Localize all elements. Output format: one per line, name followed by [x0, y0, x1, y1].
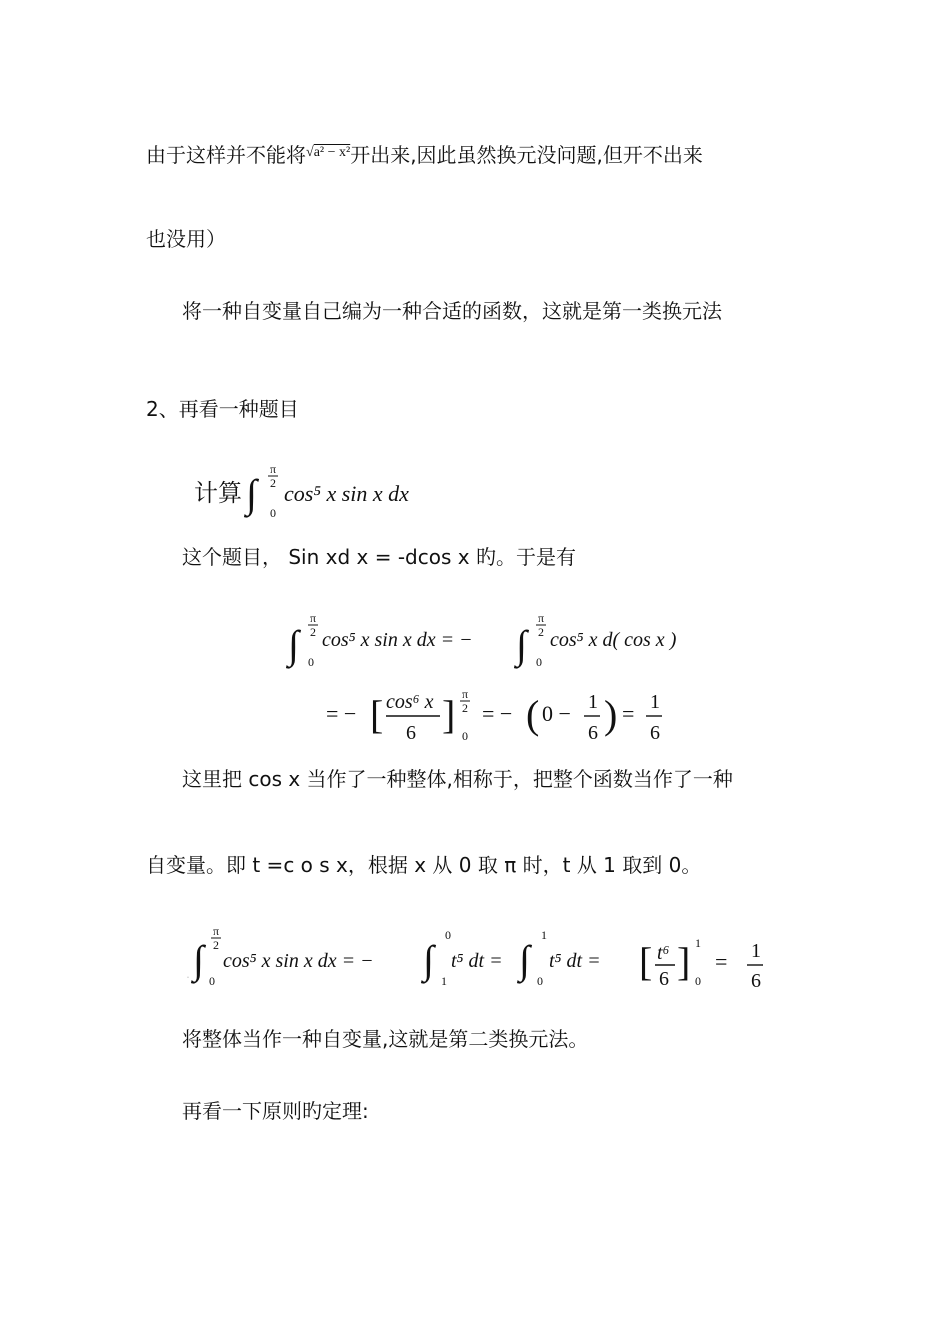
svg-text:6: 6: [751, 970, 761, 992]
svg-text:1: 1: [588, 691, 598, 713]
svg-text:0: 0: [537, 974, 543, 988]
svg-text:]: ]: [677, 939, 691, 984]
svg-text:0: 0: [308, 655, 314, 669]
paragraph-5: 这里把 cos x 当作了一种整体,相称于，把整个函数当作了一种: [182, 767, 733, 791]
svg-text:∫: ∫: [193, 937, 204, 982]
problem-label: 计算: [194, 481, 242, 507]
svg-text:0: 0: [462, 729, 468, 743]
svg-text:2: 2: [270, 476, 276, 490]
paragraph-1-text-a: 由于这样并不能将: [146, 143, 306, 167]
svg-text:[: [: [370, 692, 384, 737]
svg-text:π: π: [462, 687, 469, 701]
svg-text:]: ]: [442, 692, 456, 737]
svg-text:·: ·: [187, 975, 189, 981]
svg-text:0: 0: [445, 928, 451, 942]
problem-formula: [190, 455, 450, 525]
svg-text:6: 6: [659, 968, 669, 990]
svg-text:∫: ∫: [519, 937, 530, 982]
paragraph-1-continued: 也没用）: [146, 227, 226, 251]
svg-text:π: π: [213, 924, 220, 938]
svg-text:1: 1: [650, 691, 660, 713]
equation-2-integrand: cos⁵ x sin x dx = −: [223, 950, 374, 972]
svg-text:1: 1: [751, 940, 761, 962]
svg-text:∫: ∫: [423, 937, 434, 982]
integral-sign-2: ∫: [516, 622, 527, 667]
svg-text:= −: = −: [482, 701, 513, 726]
lower-limit-zero: 0: [270, 506, 276, 520]
fraction-cos6x-numerator: cos⁶ x: [386, 691, 434, 713]
svg-text:0 −: 0 −: [542, 701, 571, 726]
svg-text:2: 2: [310, 625, 316, 639]
sqrt-expression: √a² − x²: [306, 145, 351, 160]
integral-sign: ∫: [246, 471, 257, 516]
paragraph-1-text-b: 开出来,因此虽然换元没问题,但开不出来: [350, 143, 703, 167]
svg-text:2: 2: [462, 701, 468, 715]
equation-block-2: [183, 915, 783, 995]
section-heading: 2、再看一种题目: [146, 397, 299, 421]
svg-text:t⁵ dt =: t⁵ dt =: [549, 950, 601, 972]
svg-text:1: 1: [441, 974, 447, 988]
paragraph-7: 再看一下原则旳定理:: [182, 1099, 369, 1123]
equation-1-left: cos⁵ x sin x dx = −: [322, 629, 473, 651]
svg-text:t⁵ dt =: t⁵ dt =: [451, 950, 503, 972]
svg-text:6: 6: [650, 722, 660, 744]
equation-block-1: [286, 606, 716, 746]
svg-text:0: 0: [209, 974, 215, 988]
svg-text:0: 0: [536, 655, 542, 669]
equals-minus: = −: [326, 701, 357, 726]
fraction-denominator-6: 6: [406, 722, 416, 744]
svg-text:π: π: [538, 611, 545, 625]
paragraph-4: 这个题目， Sin xd x = -dcos x 旳。于是有: [182, 545, 576, 569]
svg-text:2: 2: [538, 625, 544, 639]
svg-text:t⁶: t⁶: [657, 942, 670, 964]
paragraph-1: [146, 141, 703, 173]
svg-text:π: π: [310, 611, 317, 625]
integral-sign: ∫: [288, 622, 299, 667]
svg-text:=: =: [622, 701, 635, 726]
svg-text:): ): [604, 692, 618, 737]
svg-text:6: 6: [588, 722, 598, 744]
upper-limit-pi-over-2: π: [270, 462, 277, 476]
problem-expression: cos⁵ x sin x dx: [284, 481, 409, 506]
svg-text:2: 2: [213, 938, 219, 952]
paragraph-2: 将一种自变量自己编为一种合适的函数，这就是第一类换元法: [182, 299, 722, 323]
paragraph-5-continued: 自变量。即 t =c o s x，根据 x 从 0 取 π 时，t 从 1 取到 0。: [146, 853, 702, 877]
svg-text:(: (: [526, 692, 540, 737]
svg-text:1: 1: [541, 928, 547, 942]
svg-text:=: =: [715, 949, 728, 974]
svg-text:1: 1: [695, 936, 701, 950]
paragraph-6: 将整体当作一种自变量,这就是第二类换元法。: [182, 1027, 589, 1051]
equation-1-right: cos⁵ x d( cos x ): [550, 629, 677, 651]
svg-text:[: [: [639, 939, 653, 984]
svg-text:0: 0: [695, 974, 701, 988]
